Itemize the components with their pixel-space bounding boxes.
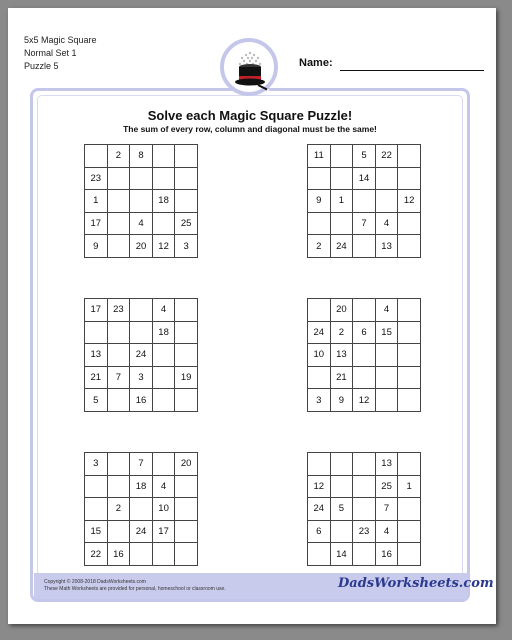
empty-cell[interactable] — [85, 498, 108, 521]
given-cell: 14 — [353, 167, 376, 190]
given-cell: 20 — [175, 453, 198, 476]
empty-cell[interactable] — [107, 321, 130, 344]
grid-row — [85, 235, 198, 258]
empty-cell[interactable] — [107, 344, 130, 367]
grid-row — [308, 235, 421, 258]
magic-square-4 — [307, 298, 421, 412]
given-cell: 4 — [152, 299, 175, 322]
empty-cell[interactable] — [107, 212, 130, 235]
given-cell: 15 — [85, 520, 108, 543]
empty-cell[interactable] — [107, 520, 130, 543]
grid-row — [308, 145, 421, 168]
given-cell: 5 — [85, 389, 108, 412]
empty-cell[interactable] — [375, 190, 398, 213]
copyright-notice: Copyright © 2008-2018 DadsWorksheets.com — [44, 579, 146, 585]
given-cell: 18 — [130, 475, 153, 498]
grid-row — [308, 299, 421, 322]
given-cell: 14 — [330, 543, 353, 566]
given-cell: 13 — [375, 453, 398, 476]
given-cell: 3 — [130, 366, 153, 389]
empty-cell[interactable] — [398, 498, 421, 521]
given-cell: 13 — [375, 235, 398, 258]
given-cell: 17 — [152, 520, 175, 543]
given-cell: 7 — [375, 498, 398, 521]
empty-cell[interactable] — [175, 299, 198, 322]
puzzle-number-label: Puzzle 5 — [24, 61, 59, 71]
grid-row — [85, 299, 198, 322]
empty-cell[interactable] — [175, 498, 198, 521]
footer-text — [44, 579, 226, 593]
grid-row — [85, 453, 198, 476]
empty-cell[interactable] — [130, 299, 153, 322]
empty-cell[interactable] — [398, 520, 421, 543]
empty-cell[interactable] — [175, 190, 198, 213]
empty-cell[interactable] — [398, 389, 421, 412]
given-cell: 1 — [85, 190, 108, 213]
given-cell: 12 — [308, 475, 331, 498]
given-cell: 8 — [130, 145, 153, 168]
given-cell: 7 — [130, 453, 153, 476]
given-cell: 19 — [175, 366, 198, 389]
empty-cell[interactable] — [175, 167, 198, 190]
given-cell: 10 — [308, 344, 331, 367]
empty-cell[interactable] — [398, 145, 421, 168]
given-cell: 6 — [308, 520, 331, 543]
given-cell: 16 — [130, 389, 153, 412]
empty-cell[interactable] — [175, 475, 198, 498]
empty-cell[interactable] — [107, 190, 130, 213]
empty-cell[interactable] — [398, 299, 421, 322]
empty-cell[interactable] — [375, 389, 398, 412]
given-cell: 3 — [85, 453, 108, 476]
given-cell: 13 — [330, 344, 353, 367]
empty-cell[interactable] — [330, 520, 353, 543]
given-cell: 4 — [375, 299, 398, 322]
grid-row — [308, 543, 421, 566]
empty-cell[interactable] — [308, 453, 331, 476]
empty-cell[interactable] — [152, 389, 175, 412]
given-cell: 16 — [375, 543, 398, 566]
grid-row — [308, 321, 421, 344]
empty-cell[interactable] — [330, 453, 353, 476]
given-cell: 9 — [308, 190, 331, 213]
empty-cell[interactable] — [330, 212, 353, 235]
grid-row — [308, 475, 421, 498]
given-cell: 23 — [107, 299, 130, 322]
given-cell: 16 — [107, 543, 130, 566]
empty-cell[interactable] — [330, 475, 353, 498]
given-cell: 15 — [375, 321, 398, 344]
grid-row — [85, 543, 198, 566]
given-cell: 24 — [308, 321, 331, 344]
grid-row — [308, 453, 421, 476]
empty-cell[interactable] — [308, 543, 331, 566]
empty-cell[interactable] — [175, 321, 198, 344]
empty-cell[interactable] — [330, 145, 353, 168]
empty-cell[interactable] — [130, 167, 153, 190]
empty-cell[interactable] — [353, 344, 376, 367]
empty-cell[interactable] — [85, 475, 108, 498]
magic-square-2 — [307, 144, 421, 258]
empty-cell[interactable] — [353, 475, 376, 498]
empty-cell[interactable] — [353, 498, 376, 521]
given-cell: 22 — [375, 145, 398, 168]
given-cell: 24 — [308, 498, 331, 521]
empty-cell[interactable] — [107, 389, 130, 412]
empty-cell[interactable] — [130, 190, 153, 213]
given-cell: 6 — [353, 321, 376, 344]
empty-cell[interactable] — [330, 167, 353, 190]
given-cell: 20 — [330, 299, 353, 322]
empty-cell[interactable] — [353, 453, 376, 476]
given-cell: 4 — [130, 212, 153, 235]
given-cell: 10 — [152, 498, 175, 521]
grid-row — [85, 145, 198, 168]
worksheet-info — [24, 34, 97, 73]
magic-square-5 — [84, 452, 198, 566]
empty-cell[interactable] — [175, 344, 198, 367]
given-cell: 5 — [353, 145, 376, 168]
name-field-line[interactable] — [340, 70, 484, 71]
empty-cell[interactable] — [152, 453, 175, 476]
empty-cell[interactable] — [308, 299, 331, 322]
given-cell: 21 — [85, 366, 108, 389]
grid-row — [308, 498, 421, 521]
given-cell: 12 — [353, 389, 376, 412]
empty-cell[interactable] — [308, 212, 331, 235]
empty-cell[interactable] — [130, 543, 153, 566]
name-label: Name: — [299, 57, 333, 69]
empty-cell[interactable] — [107, 475, 130, 498]
given-cell: 7 — [353, 212, 376, 235]
grid-row — [85, 389, 198, 412]
puzzle-set-label: Normal Set 1 — [24, 48, 77, 58]
empty-cell[interactable] — [353, 190, 376, 213]
empty-cell[interactable] — [398, 167, 421, 190]
given-cell: 2 — [107, 145, 130, 168]
given-cell: 11 — [308, 145, 331, 168]
empty-cell[interactable] — [398, 453, 421, 476]
magic-square-3 — [84, 298, 198, 412]
empty-cell[interactable] — [152, 212, 175, 235]
given-cell: 24 — [130, 344, 153, 367]
grid-row — [85, 366, 198, 389]
empty-cell[interactable] — [353, 299, 376, 322]
empty-cell[interactable] — [85, 145, 108, 168]
empty-cell[interactable] — [85, 321, 108, 344]
empty-cell[interactable] — [107, 167, 130, 190]
empty-cell[interactable] — [375, 167, 398, 190]
given-cell: 25 — [375, 475, 398, 498]
grid-row — [308, 366, 421, 389]
instructions-subtitle: The sum of every row, column and diagonal must be the same! — [123, 124, 377, 134]
empty-cell[interactable] — [353, 235, 376, 258]
empty-cell[interactable] — [152, 344, 175, 367]
grid-row — [308, 389, 421, 412]
given-cell: 13 — [85, 344, 108, 367]
magic-square-1 — [84, 144, 198, 258]
grid-row — [85, 475, 198, 498]
given-cell: 9 — [85, 235, 108, 258]
empty-cell[interactable] — [175, 145, 198, 168]
empty-cell[interactable] — [130, 321, 153, 344]
grid-row — [308, 167, 421, 190]
given-cell: 18 — [152, 321, 175, 344]
grid-row — [85, 498, 198, 521]
grid-row — [308, 344, 421, 367]
grid-row — [85, 344, 198, 367]
puzzle-size-label: 5x5 Magic Square — [24, 35, 97, 45]
given-cell: 25 — [175, 212, 198, 235]
brand-logo[interactable]: DadsWorksheets.com — [338, 576, 494, 591]
magic-square-6 — [307, 452, 421, 566]
grid-row — [308, 190, 421, 213]
empty-cell[interactable] — [398, 235, 421, 258]
empty-cell[interactable] — [175, 389, 198, 412]
given-cell: 24 — [330, 235, 353, 258]
magic-hat-icon — [228, 45, 272, 93]
empty-cell[interactable] — [398, 321, 421, 344]
empty-cell[interactable] — [375, 344, 398, 367]
grid-row — [85, 212, 198, 235]
given-cell: 2 — [330, 321, 353, 344]
given-cell: 18 — [152, 190, 175, 213]
given-cell: 5 — [330, 498, 353, 521]
empty-cell[interactable] — [152, 167, 175, 190]
given-cell: 4 — [152, 475, 175, 498]
empty-cell[interactable] — [152, 543, 175, 566]
empty-cell[interactable] — [353, 543, 376, 566]
empty-cell[interactable] — [107, 453, 130, 476]
grid-row — [85, 520, 198, 543]
given-cell: 12 — [398, 190, 421, 213]
given-cell: 24 — [130, 520, 153, 543]
given-cell: 12 — [152, 235, 175, 258]
empty-cell[interactable] — [398, 543, 421, 566]
given-cell: 4 — [375, 212, 398, 235]
empty-cell[interactable] — [152, 145, 175, 168]
magic-hat-logo — [220, 38, 278, 96]
given-cell: 4 — [375, 520, 398, 543]
given-cell: 2 — [308, 235, 331, 258]
given-cell: 17 — [85, 212, 108, 235]
given-cell: 1 — [330, 190, 353, 213]
grid-row — [308, 520, 421, 543]
given-cell: 7 — [107, 366, 130, 389]
grid-row — [85, 167, 198, 190]
usage-notice: These Math Worksheets are provided for personal, homeschool or classroom use. — [44, 586, 226, 592]
instructions-title: Solve each Magic Square Puzzle! — [147, 108, 353, 123]
empty-cell[interactable] — [130, 498, 153, 521]
given-cell: 9 — [330, 389, 353, 412]
empty-cell[interactable] — [152, 366, 175, 389]
empty-cell[interactable] — [107, 235, 130, 258]
given-cell: 22 — [85, 543, 108, 566]
empty-cell[interactable] — [398, 212, 421, 235]
empty-cell[interactable] — [375, 366, 398, 389]
given-cell: 17 — [85, 299, 108, 322]
given-cell: 3 — [308, 389, 331, 412]
empty-cell[interactable] — [308, 366, 331, 389]
given-cell: 23 — [353, 520, 376, 543]
given-cell: 1 — [398, 475, 421, 498]
given-cell: 20 — [130, 235, 153, 258]
grid-row — [85, 321, 198, 344]
grid-row — [308, 212, 421, 235]
empty-cell[interactable] — [175, 543, 198, 566]
given-cell: 21 — [330, 366, 353, 389]
empty-cell[interactable] — [175, 520, 198, 543]
empty-cell[interactable] — [308, 167, 331, 190]
empty-cell[interactable] — [398, 344, 421, 367]
grid-row — [85, 190, 198, 213]
given-cell: 23 — [85, 167, 108, 190]
empty-cell[interactable] — [353, 366, 376, 389]
given-cell: 3 — [175, 235, 198, 258]
given-cell: 2 — [107, 498, 130, 521]
empty-cell[interactable] — [398, 366, 421, 389]
